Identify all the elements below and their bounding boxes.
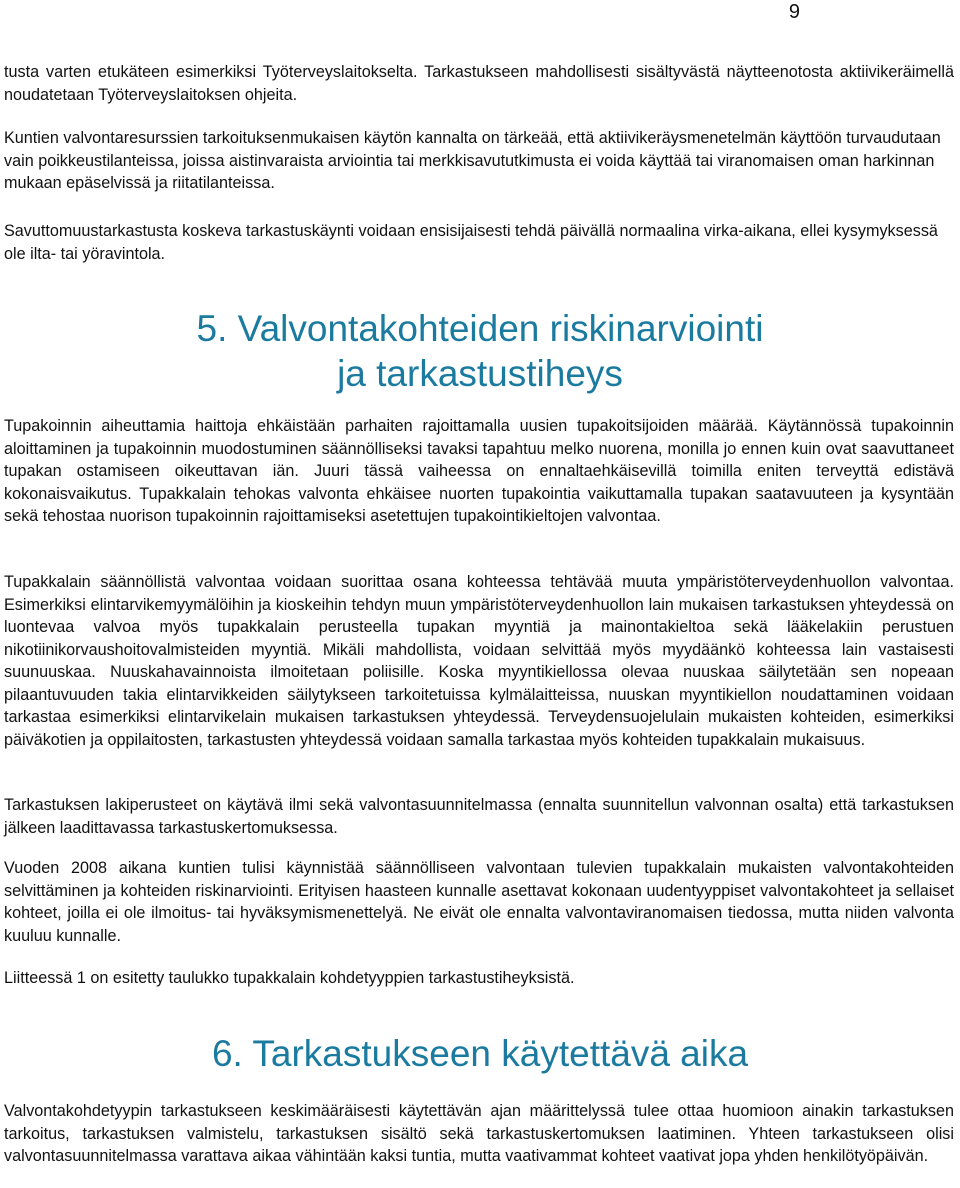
section-5-heading-line2: ja tarkastustiheys xyxy=(337,353,623,394)
paragraph-youth-prevention: Tupakoinnin aiheuttamia haittoja ehkäistään parhaiten rajoittamalla uusien tupakoitsijoiden määrää. Käytännössä tupakoinnin aloittaminen ja tupakoinnin muodostuminen säännölliseksi tavaksi tapahtuu melko nuorena, monilla jo ennen kuin ovat saavuttaneet tupakan ostamiseen oikeuttavan iän. Juuri tässä vaiheessa on ennaltaehkäisevillä toimilla eniten terveyttä edistävä kokonaisvaikutus. Tupakkalain tehokas valvonta ehkäisee nuorten tupakointia vaikuttamalla tupakan saatavuuteen ja kysyntään sekä tehostaa nuorison tupakoinnin rajoittamiseksi asetettujen tupakointikieltojen valvontaa. xyxy=(4,417,954,525)
paragraph-sampling-instructions: tusta varten etukäteen esimerkiksi Työterveyslaitokselta. Tarkastukseen mahdollisesti sisältyvästä näytteenotosta aktiivikeräimellä noudatetaan Työterveyslaitoksen ohjeita. xyxy=(4,63,954,104)
section-5-heading-line1: 5. Valvontakohteiden riskinarviointi xyxy=(196,308,764,349)
paragraph-appendix-reference: Liitteessä 1 on esitetty taulukko tupakkalain kohdetyyppien tarkastustiheyksistä. xyxy=(4,969,575,987)
paragraph-regular-supervision: Tupakkalain säännöllistä valvontaa voidaan suorittaa osana kohteessa tehtävää muuta ympäristöterveydenhuollon valvontaa. Esimerkiksi elintarvikemyymälöihin ja kioskeihin tehdyn muun ympäristöterveydenhuollon lain mukaisen tarkastuksen yhteydessä on luontevaa valvoa myös tupakkalain perusteella tupakan myyntiä ja mainontakieltoa sekä lääkelakiin perustuen nikotiinikorvaushoitovalmisteiden myyntiä. Mikäli mahdollista, voidaan selvittää myös myydäänkö kohteessa lain vastaisesti suunuuskaa. Nuuskahavainnoista ilmoitetaan poliisille. Koska myyntikiellossa olevaa nuuskaa säilytetään sen nopeaan pilaantuvuuden takia elintarvikkeiden säilytykseen tarkoitetuissa kylmälaitteissa, nuuskan myyntikiellon noudattaminen voidaan tarkastaa esimerkiksi elintarvikelain mukaisen tarkastuksen yhteydessä. Terveydensuojelulain mukaisten kohteiden, esimerkiksi päiväkotien ja oppilaitosten, tarkastusten yhteydessä voidaan samalla tarkastaa myös kohteiden tupakkalain mukaisuus. xyxy=(4,573,954,749)
paragraph-2008-risk-assessment: Vuoden 2008 aikana kuntien tulisi käynnistää säännölliseen valvontaan tulevien tupakkalain mukaisten valvontakohteiden selvittäminen ja kohteiden riskinarviointi. Erityisen haasteen kunnalle asettavat kokonaan uudentyyppiset valvontakohteet ja sellaiset kohteet, joilla ei ole ilmoitus- tai hyväksymismenettelyä. Ne eivät ole ennalta valvontaviranomaisen tiedossa, mutta niiden valvonta kuuluu kunnalle. xyxy=(4,859,954,945)
section-5-heading xyxy=(0,306,960,396)
section-6-heading: 6. Tarkastukseen käytettävä aika xyxy=(211,1033,749,1074)
page-number: 9 xyxy=(788,1,800,23)
paragraph-resource-usage: Kuntien valvontaresurssien tarkoituksenmukaisen käytön kannalta on tärkeää, että aktiivikeräysmenetelmän käyttöön turvaudutaan vain poikkeustilanteissa, joissa aistinvaraista arviointia tai merkkisavututkimusta ei voida käyttää tai viranomaisen oman harkinnan mukaan epäselvissä ja riitatilanteissa. xyxy=(4,129,941,192)
paragraph-inspection-time: Valvontakohdetyypin tarkastukseen keskimääräisesti käytettävän ajan määrittelyssä tulee ottaa huomioon ainakin tarkastuksen tarkoitus, tarkastuksen valmistelu, tarkastuksen sisältö sekä tarkastuskertomuksen laatiminen. Yhteen tarkastukseen olisi valvontasuunnitelmassa varattava aikaa vähintään kaksi tuntia, mutta vaativammat kohteet vaativat jopa yhden henkilötyöpäivän. xyxy=(4,1102,954,1165)
paragraph-inspection-timing: Savuttomuustarkastusta koskeva tarkastuskäynti voidaan ensisijaisesti tehdä päivällä normaalina virka-aikana, ellei kysymyksessä ole ilta- tai yöravintola. xyxy=(4,222,938,263)
paragraph-legal-basis: Tarkastuksen lakiperusteet on käytävä ilmi sekä valvontasuunnitelmassa (ennalta suunnitellun valvonnan osalta) että tarkastuksen jälkeen laadittavassa tarkastuskertomuksessa. xyxy=(4,796,954,837)
